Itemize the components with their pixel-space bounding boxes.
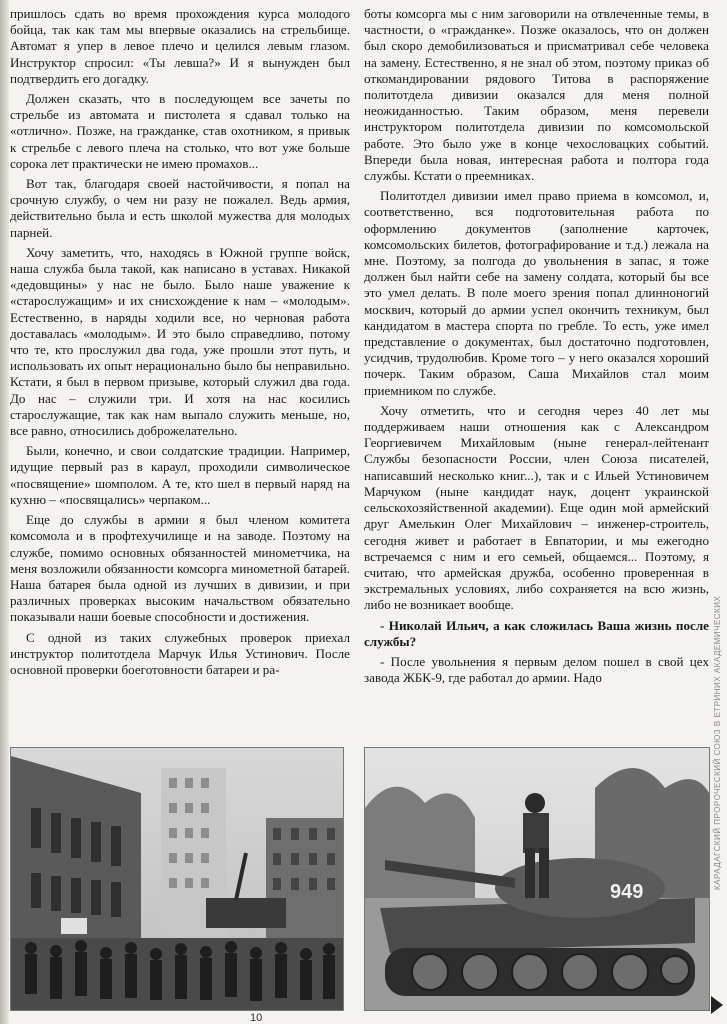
paragraph: Хочу отметить, что и сегодня через 40 лет мы поддерживаем наши отношения как с Александром Георгиевичем Михайловым (ныне генерал-лейтенант Службы безопасности России, член Союза писателей, написавший несколько книг...), так и с Ильей Устиновичем Марчуком (ныне кандидат наук, доцент украинской сельскохозяйственной академии). Еще один мой армейский друг Амелькин Олег Михайлович – инженер-строитель, сегодня живет и работает в Евпатории, и мы ежегодно встречаемся с ним и его семьей, общаемся... Поэтому, я считаю, что армейская дружба, особенно проверенная в экстремальных условиях, либо сохраняется на всю жизнь, либо не возникает вообще. [364,402,709,613]
page-number: 10 [250,1012,263,1024]
next-page-arrow-icon [711,996,723,1014]
interview-answer: - После увольнения я первым делом пошел в свой цех завода ЖБК-9, где работал до армии. Надо [364,653,709,686]
paragraph: Политотдел дивизии имел право приема в комсомол, и, соответственно, вся подготовительная работа по оформлению документов (заполнение карточек, комсомольских билетов, фотографирование и т.д.) лежала на мне. Поэтому, за полгода до увольнения в запас, я тоже должен был найти себе на замену солдата, который бы все это умел делать. В поле моего зрения попал длинноногий москвич, который до армии успел окончить техникум, был кандидатом в мастера спорта по гребле. То есть, уже имел представление о документах, был достаточно подготовлен, усидчив, трудолюбив. Кроме того – у него оказался хороший почерк. Таким образом, Саша Михайлов стал моим приемником по службе. [364,188,709,398]
paragraph: боты комсорга мы с ним заговорили на отвлеченные темы, в частности, о «гражданке». Позже оказалось, что он должен был скоро демобилизоваться и присматривал себе человека на замену. Естественно, я не знал об этом, поэтому приказ об откомандировании рядового Титова в распоряжение политотдела дивизии оказался для меня полной неожиданностью. Таким образом, меня перевели инструктором политотдела дивизии по комсомольской работе. Это было уже в конце чехословацких событий. Впереди была новая, интересная работа и полтора года службы. Кстати о преемниках. [364,6,709,184]
crowd-photo-illustration [11,748,343,1010]
paragraph: Вот так, благодаря своей настойчивости, я попал на срочную службу, о чем ни разу не пожалел. Ведь армия, действительно была и есть школой мужества для молодых парней. [10,176,350,240]
vertical-side-caption [711,450,725,890]
tank-photo [364,747,710,1011]
paragraph: С одной из таких служебных проверок приехал инструктор политотдела Марчук Илья Устинович. После основной проверки боеготовности батареи и ра- [10,629,350,677]
scan-binding-edge [0,0,9,1024]
paragraph: Были, конечно, и свои солдатские традиции. Например, идущие первый раз в караул, проходили символическое «посвящение» шомполом. А те, кто шел в первый наряд на кухню – «посвящались» черпаком... [10,443,350,507]
tank-photo-illustration [365,748,709,1010]
paragraph: Еще до службы в армии я был членом комитета комсомола и в профтехучилище и на заводе. Поэтому на службе, помимо основных обязанностей минометчика, на меня возложили обязанности комсорга минометной батарей. Наша батарея была одной из лучших в дивизии, и при различных проверках высоким начальством обязательно показывали наши боевые способности и достижения. [10,512,350,625]
article-column-right [364,6,709,686]
side-caption-text: КАРАДАГСКИЙ ПРОРОЧЕСКИЙ СОЮЗ В ЕТРИНИХ АКАДЕМИЧЕСКИХ [713,595,722,890]
turret-number: 949 [610,881,644,903]
paragraph: Должен сказать, что в последующем все зачеты по стрельбе из автомата и пистолета я сдавал только на «отлично». Позже, на гражданке, став охотником, я привык к стрельбе с левого плеча на столько, что вот уже больше сорока лет практически не имею промахов... [10,91,350,171]
paragraph: Хочу заметить, что, находясь в Южной группе войск, наша служба была такой, как написано в уставах. Никакой «дедовщины» у нас не было. Было наше уважение к «старослужащим» и их снисхождение к нам – «молодым». Естественно, в наряды ходили все, но черновая работа доставалась «молодым». И это было справедливо, потому что те, кто прослужил два года, уже прошли этот путь, и использовать их опыт нерационально было бы неправильно. Кстати, я был в первом призыве, который служил два года. До нас – служили три. И хотя на нас косились старослужащие, так как нам выпало служить меньше, но, все равно, относились доброжелательно. [10,244,350,439]
paragraph: пришлось сдать во время прохождения курса молодого бойца, так как там мы впервые оказались на стрельбище. Автомат я упер в левое плечо и целился левым глазом. Инструктор спросил: «Ты левша?» И я вынужден был подтвердить его догадку. [10,6,350,86]
article-column-left [10,6,350,678]
interview-question: - Николай Ильич, а как сложилась Ваша жизнь после службы? [364,617,709,649]
crowd-photo [10,747,344,1011]
